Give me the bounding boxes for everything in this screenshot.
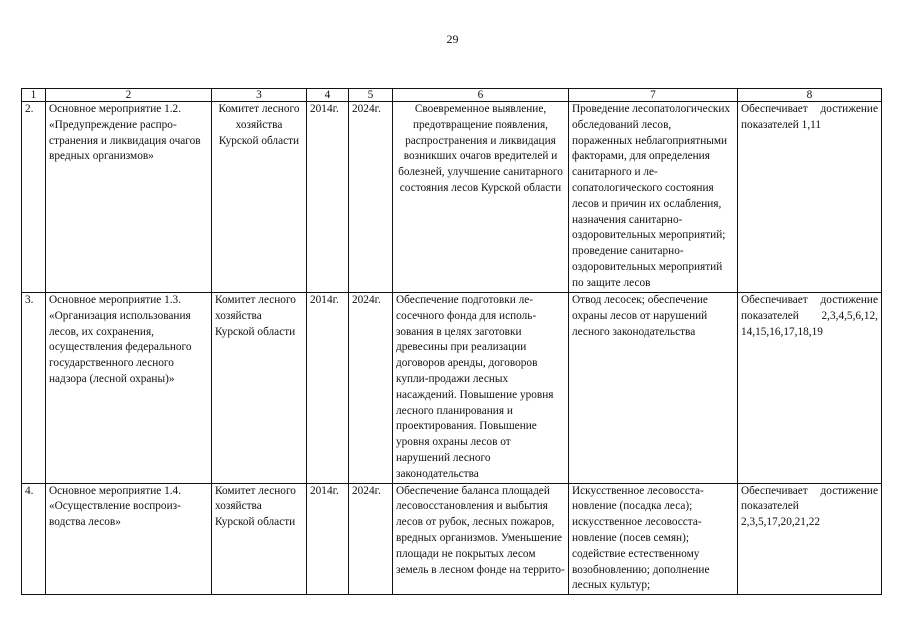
expected-result-cell: Обеспечение подготовки лесосечного фонда для использования в целях заготовки древесины при реализации договоров аренды, договоров купли-продажи лесных насаждений. Повышение уровня лесного планирования и проектирования. Повышение уровня охраны лесов от нарушений лесного законодательства	[393, 293, 569, 484]
start-year-cell: 2014г.	[307, 102, 349, 293]
expected-result-cell: Своевременное выявление, предотвращение появления, распространения и ликвидация возникших очагов вредителей и болезней, улучшение санитарного состояния лесов Курской области	[393, 102, 569, 293]
header-cell: 2	[46, 89, 212, 102]
start-year-cell: 2014г.	[307, 483, 349, 595]
measures-table	[21, 88, 882, 595]
header-cell: 8	[738, 89, 882, 102]
row-number: 4.	[22, 483, 46, 595]
event-name-cell: Основное мероприятие 1.4. «Осуществление воспроизводства лесов»	[46, 483, 212, 595]
end-year-cell: 2024г.	[349, 102, 393, 293]
executor-cell: Комитет лесного хозяйства Курской области	[212, 293, 307, 484]
table-row	[22, 483, 882, 595]
executor-cell: Комитет лесного хозяйства Курской области	[212, 483, 307, 595]
end-year-cell: 2024г.	[349, 293, 393, 484]
indicators-cell: Обеспечивает достижение показателей 2,3,4,5,6,12, 14,15,16,17,18,19	[738, 293, 882, 484]
page-number: 29	[446, 32, 459, 46]
directions-cell: Отвод лесосек; обеспечение охраны лесов от нарушений лесного законодательства	[569, 293, 738, 484]
event-name-cell: Основное мероприятие 1.2. «Предупреждение распространения и ликвидация очагов вредных организмов»	[46, 102, 212, 293]
directions-cell: Искусственное лесовосстановление (посадка леса); искусственное лесовосстановление (посев семян); содействие естественному возобновлению; дополнение лесных культур;	[569, 483, 738, 595]
row-number: 3.	[22, 293, 46, 484]
event-name-cell: Основное мероприятие 1.3. «Организация использования лесов, их сохранения, осуществления федерального государственного лесного надзора (лесной охраны)»	[46, 293, 212, 484]
end-year-cell: 2024г.	[349, 483, 393, 595]
header-cell: 7	[569, 89, 738, 102]
header-cell: 4	[307, 89, 349, 102]
header-cell: 5	[349, 89, 393, 102]
indicators-cell: Обеспечивает достижение показателей 1,11	[738, 102, 882, 293]
start-year-cell: 2014г.	[307, 293, 349, 484]
header-cell: 6	[393, 89, 569, 102]
row-number: 2.	[22, 102, 46, 293]
header-cell: 3	[212, 89, 307, 102]
table-row	[22, 293, 882, 484]
header-cell: 1	[22, 89, 46, 102]
executor-cell: Комитет лесного хозяйства Курской области	[212, 102, 307, 293]
header-row	[22, 89, 882, 102]
expected-result-cell: Обеспечение баланса площадей лесовосстановления и выбытия лесов от рубок, лесных пожаров, вредных организмов. Уменьшение площади не покрытых лесом земель в лесном фонде на террито-	[393, 483, 569, 595]
indicators-cell: Обеспечивает достижение показателей 2,3,5,17,20,21,22	[738, 483, 882, 595]
directions-cell: Проведение лесопатологических обследований лесов, пораженных неблагоприятными факторами, для определения санитарного и лесопатологического состояния лесов и причин их ослабления, назначения санитарно-оздоровительных мероприятий; проведение санитарно-оздоровительных мероприятий по защите лесов	[569, 102, 738, 293]
table-row	[22, 102, 882, 293]
